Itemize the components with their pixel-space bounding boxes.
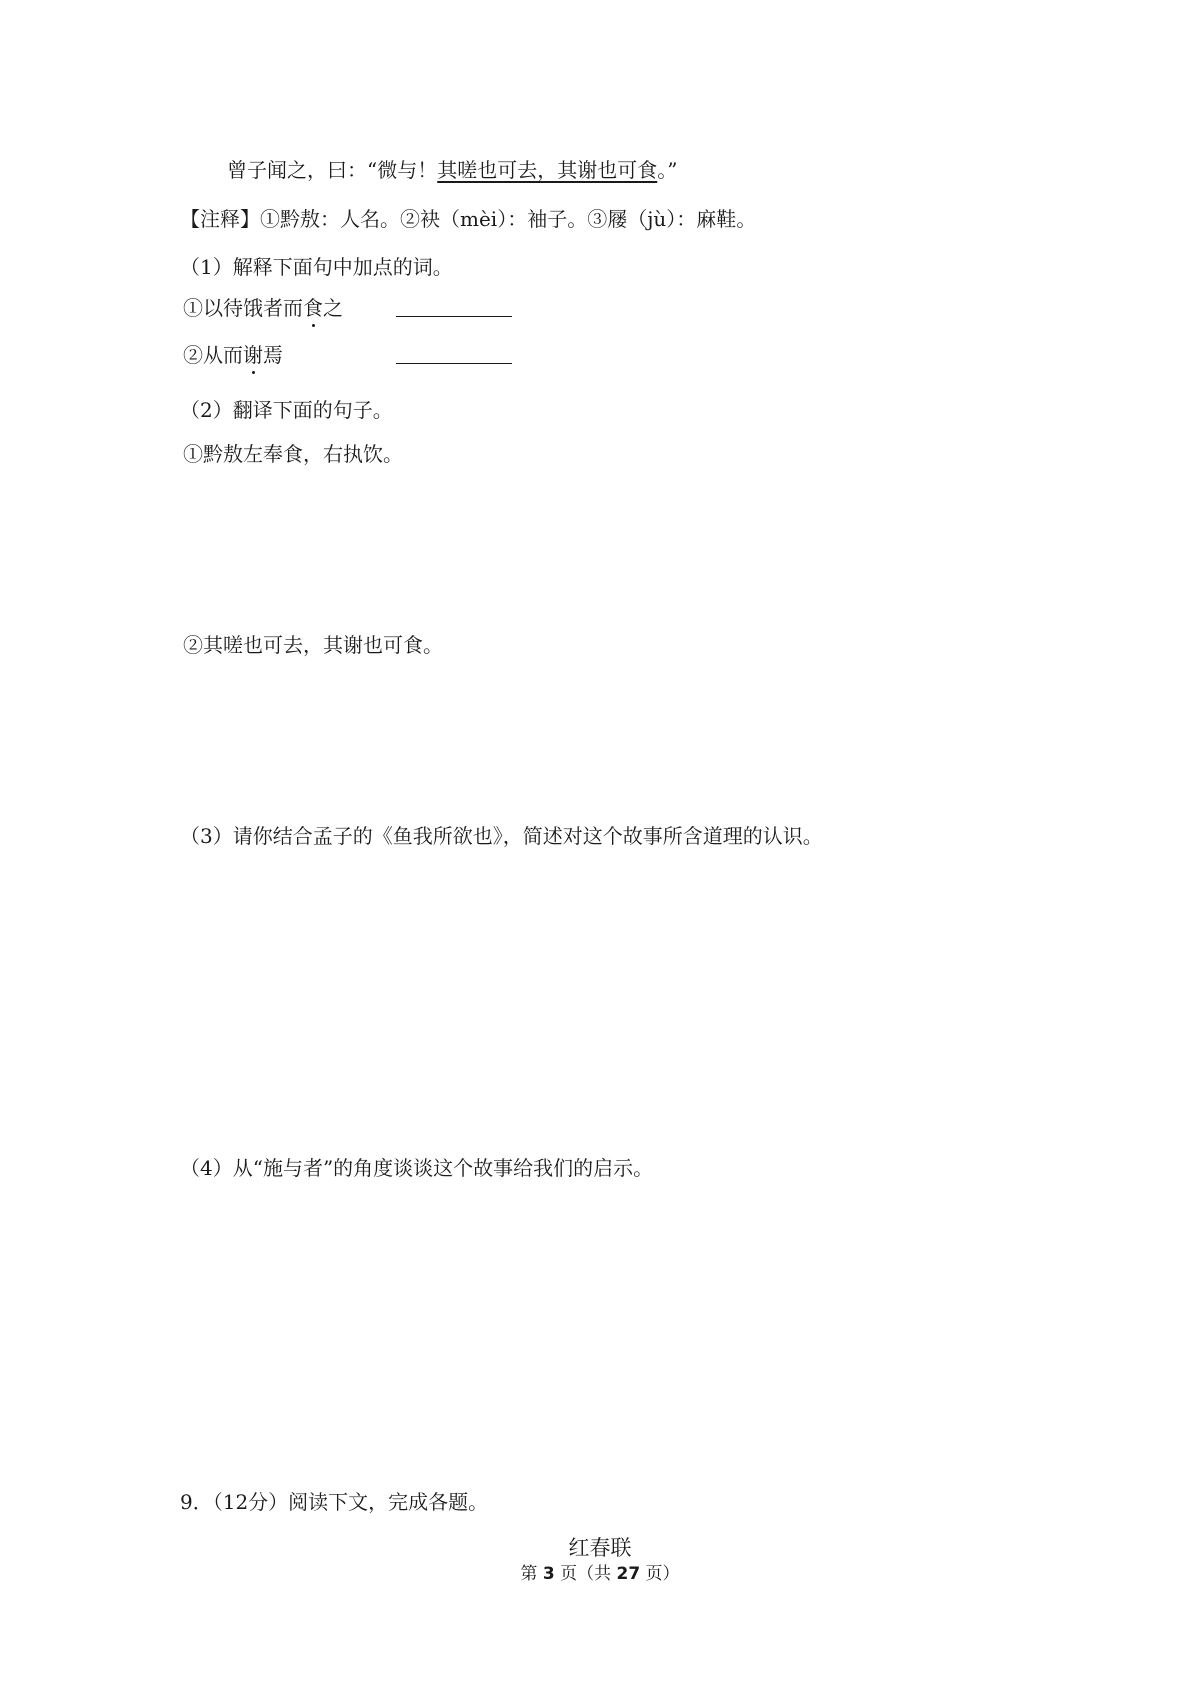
question-1-item-1: ①以待饿者而食之 — [183, 296, 343, 320]
quote-start: 曾子闻之，曰：“微与！ — [227, 158, 438, 182]
question-3-prompt: （3）请你结合孟子的《鱼我所欲也》，简述对这个故事所含道理的认识。 — [180, 824, 823, 848]
question-4-prompt: （4）从“施与者”的角度谈谈这个故事给我们的启示。 — [180, 1156, 654, 1180]
question-9-prompt: 9．（12分）阅读下文，完成各题。 — [180, 1490, 489, 1514]
answer-blank-1[interactable] — [396, 316, 512, 317]
question-2-prompt: （2）翻译下面的句子。 — [180, 398, 393, 422]
answer-blank-2[interactable] — [396, 363, 512, 364]
question-1-item-2: ②从而谢焉 — [183, 343, 283, 367]
question-1-prompt: （1）解释下面句中加点的词。 — [180, 255, 453, 279]
quote-end: 。” — [657, 158, 678, 182]
dotted-word: 谢 — [243, 343, 263, 367]
passage-quote — [227, 156, 677, 184]
page-number: 第 3 页（共 27 页） — [520, 1564, 680, 1584]
dotted-word: 食 — [303, 296, 323, 320]
annotation-note: 【注释】①黔敖：人名。②袂（mèi）：袖子。③屦（jù）：麻鞋。 — [180, 207, 757, 231]
question-2-item-1: ①黔敖左奉食，右执饮。 — [183, 442, 403, 466]
question-2-item-2: ②其嗟也可去，其谢也可食。 — [183, 633, 443, 657]
quote-underlined: 其嗟也可去，其谢也可食 — [437, 158, 658, 182]
footer-title: 红春联 — [568, 1536, 632, 1560]
